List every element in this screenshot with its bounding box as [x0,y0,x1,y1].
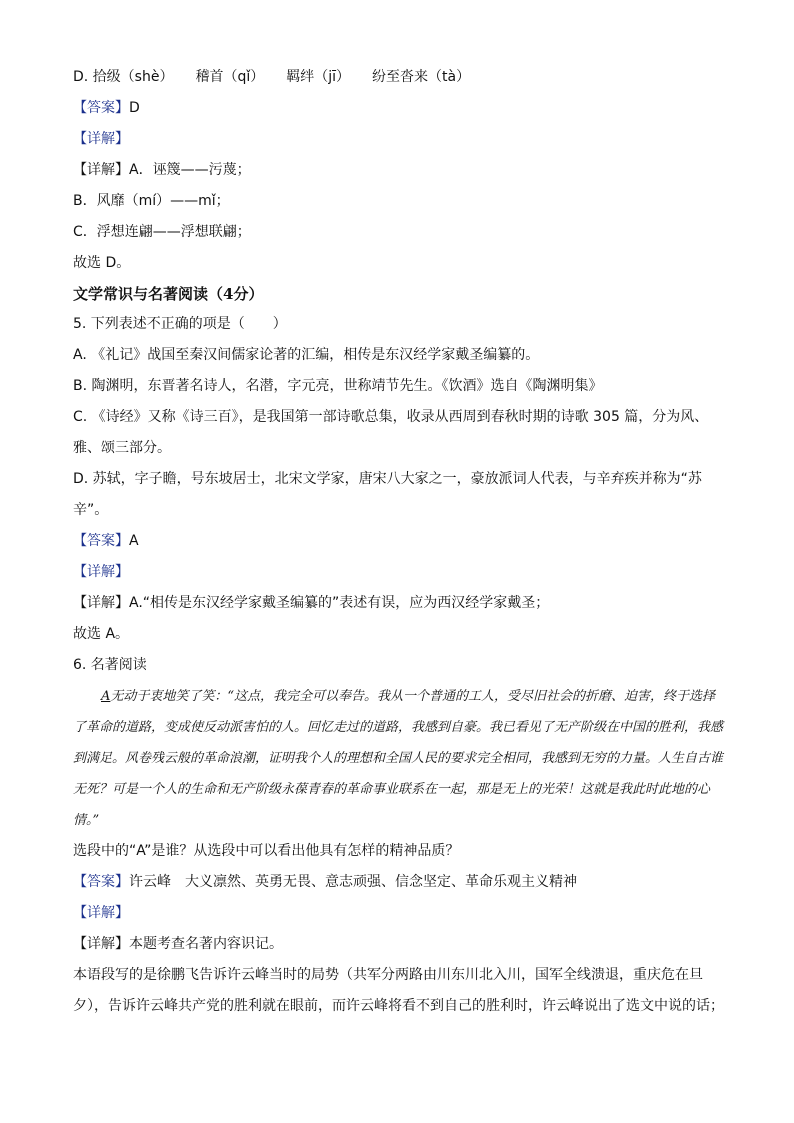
answer-tag: 【答案】 [73,874,129,890]
q4-detail-line: C．浮想连翩——浮想联翩； [73,224,251,240]
option-d-item-3: 羁绊（jī） [286,69,351,85]
q5-option-b: B. 陶渊明，东晋著名诗人，名潜，字元亮，世称靖节先生。《饮酒》选自《陶渊明集》 [73,378,603,394]
q5-option-c: C. 《诗经》又称《诗三百》，是我国第一部诗歌总集，收录从西周到春秋时期的诗歌 305 篇，分为风、雅、颂三部分。 [73,409,709,456]
option-d-label: D. [73,69,93,85]
q4-answer [73,93,728,124]
passage-text: 无动于衷地笑了笑：“这点，我完全可以奉告。我从一个普通的工人，受尽旧社会的折磨、迫害，终于选择了革命的道路，变成使反动派害怕的人。回忆走过的道路，我感到自豪。我已看见了无产阶级在中国的胜利，我感到满足。风卷残云般的革命浪潮，证明我个人的理想和全国人民的要求完全相同，我感到无穷的力量。人生自古谁无死？可是一个人的生命和无产阶级永葆青春的革命事业联系在一起，那是无上的光荣！这就是我此时此地的心情。” [73,689,724,828]
q6-detail-header: 【详解】 [73,905,129,921]
q4-detail-line: 【详解】A．诬篾——污蔑； [73,162,251,178]
q4-detail-header: 【详解】 [73,131,129,147]
q6-answer [73,867,728,898]
q5-detail-text: 【详解】A.“相传是东汉经学家戴圣编纂的”表述有误，应为西汉经学家戴圣； [73,595,550,611]
q6-question: 选段中的“A”是谁？从选段中可以看出他具有怎样的精神品质？ [73,843,460,859]
q4-conclusion: 故选 D。 [73,255,131,271]
answer-tag: 【答案】 [73,533,129,549]
option-d-item-4: 纷至沓来（tà） [372,69,471,85]
answer-value: 许云峰 大义凛然、英勇无畏、意志顽强、信念坚定、革命乐观主义精神 [129,874,577,890]
answer-tag: 【答案】 [73,100,129,116]
option-d-item-2: 稽首（qǐ） [195,69,265,85]
q6-passage [73,681,728,836]
q6-detail-paragraph: 本语段写的是徐鹏飞告诉许云峰当时的局势（共军分两路由川东川北入川，国军全线溃退，重庆危在旦夕），告诉许云峰共产党的胜利就在眼前，而许云峰将看不到自己的胜利时，许云峰说出了选文中说的话； [73,967,724,1014]
q5-option-d: D. 苏轼，字子瞻，号东坡居士，北宋文学家，唐宋八大家之一，豪放派词人代表，与辛弃疾并称为“苏辛”。 [73,471,702,518]
answer-value: D [129,100,140,116]
q5-detail-header: 【详解】 [73,564,129,580]
q5-option-a: A. 《礼记》战国至秦汉间儒家论著的汇编，相传是东汉经学家戴圣编纂的。 [73,347,540,363]
q6-detail-text: 【详解】本题考查名著内容识记。 [73,936,283,952]
q6-stem: 6. 名著阅读 [73,657,147,673]
option-d-item-1: 拾级（shè） [92,69,174,85]
q4-option-d [73,62,728,93]
document-page [73,62,728,1022]
section-title: 文学常识与名著阅读（4分） [73,285,264,303]
q5-stem: 5. 下列表述不正确的项是（ ） [73,316,287,332]
answer-value: A [129,533,139,549]
q4-detail-line: B．风靡（mí）——mǐ； [73,193,230,209]
passage-lead: A [101,689,111,704]
q5-answer [73,526,728,557]
q5-conclusion: 故选 A。 [73,626,130,642]
